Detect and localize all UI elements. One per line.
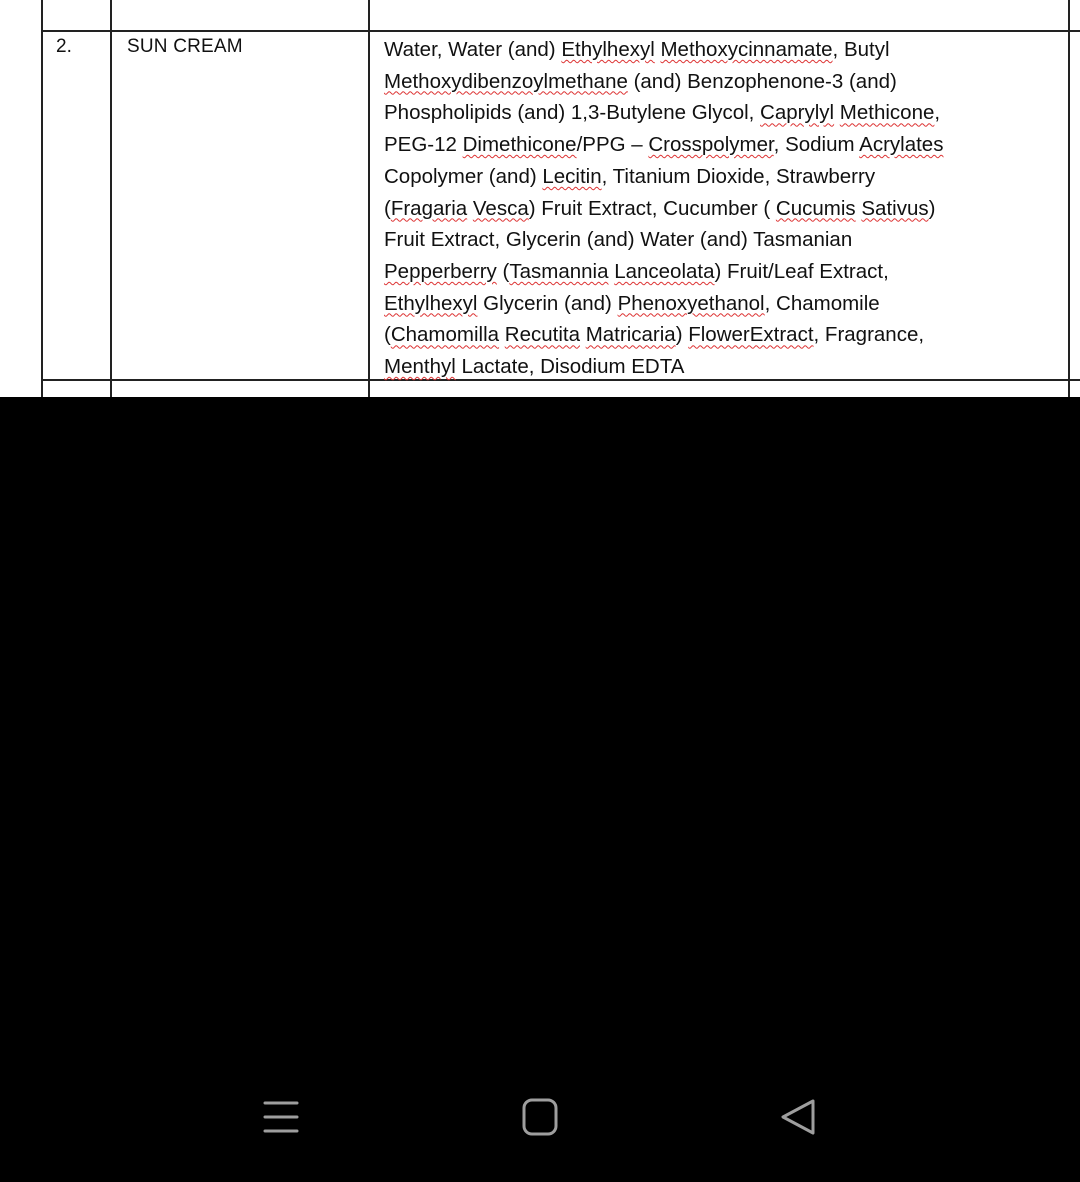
misspelled-word: Cucumis [775,196,856,220]
misspelled-word: FlowerExtract [688,323,814,347]
text-segment: ) [675,323,689,347]
ingredients-line [384,129,1054,161]
misspelled-word: Chamomilla [390,323,500,347]
text-segment: ) [928,196,936,220]
misspelled-word: Ethylhexyl [561,38,655,61]
ingredients-line [384,66,1054,98]
text-segment: (and) Benzophenone-3 (and) [627,69,897,93]
misspelled-word: Methoxydibenzoylmethane [384,69,628,93]
ingredients-list [384,34,1054,383]
text-segment: ( [496,259,510,283]
text-segment: Lactate, Disodium EDTA [455,355,685,379]
recent-apps-icon [261,1097,301,1137]
misspelled-word: Sativus [861,196,929,220]
ingredients-line [384,224,1054,256]
misspelled-word: Lanceolata [614,259,715,283]
text-segment: Phospholipids (and) 1,3-Butylene Glycol, [384,101,761,125]
text-segment: , Fragrance, [813,323,925,347]
home-icon [520,1097,560,1137]
text-segment: , Butyl [832,38,890,61]
misspelled-word: Recutita [504,323,580,347]
misspelled-word: Menthyl [384,355,456,379]
text-segment: /PPG – [576,133,649,157]
text-segment: PEG-12 [384,133,463,157]
ingredients-line [384,34,1054,66]
recent-apps-button[interactable] [256,1092,306,1142]
back-icon [777,1097,817,1137]
text-segment: Fruit Extract, Glycerin (and) Water (and) Tasmanian [384,228,853,252]
text-segment: ) Fruit Extract, Cucumber ( [528,196,776,220]
table-border-col2 [368,0,370,397]
text-segment: Glycerin (and) [477,291,618,315]
misspelled-word: Pepperberry [384,259,497,283]
misspelled-word: Lecitin [542,164,602,188]
text-segment: Water, Water (and) [384,38,562,61]
misspelled-word: Vesca [472,196,529,220]
home-button[interactable] [515,1092,565,1142]
ingredients-line [384,161,1054,193]
misspelled-word: Caprylyl [760,101,835,125]
text-segment: , Sodium [773,133,860,157]
misspelled-word: Tasmannia [509,259,609,283]
misspelled-word: Crosspolymer [648,133,774,157]
misspelled-word: Phenoxyethanol [617,291,765,315]
back-button[interactable] [772,1092,822,1142]
text-segment: ( [384,323,391,347]
text-segment: ) Fruit/Leaf Extract, [714,259,889,283]
misspelled-word: Fragaria [390,196,468,220]
text-segment: ( [384,196,391,220]
document-view[interactable] [0,0,1080,397]
text-segment: , Titanium Dioxide, Strawberry [601,164,876,188]
product-name: SUN CREAM [127,36,243,57]
misspelled-word: Acrylates [859,133,944,157]
ingredients-line [384,288,1054,320]
misspelled-word: Dimethicone [462,133,577,157]
ingredients-line [384,319,1054,351]
table-row-top-border [41,30,1080,32]
ingredients-line [384,351,1054,383]
ingredients-line [384,193,1054,225]
text-segment: , [934,101,941,125]
table-border-left [41,0,43,397]
misspelled-word: Methoxycinnamate [660,38,833,61]
row-number: 2. [56,36,72,57]
ingredients-line [384,97,1054,129]
table-border-col1 [110,0,112,397]
misspelled-word: Matricaria [585,323,676,347]
text-segment: , Chamomile [764,291,880,315]
misspelled-word: Methicone [839,101,935,125]
misspelled-word: Ethylhexyl [384,291,478,315]
ingredients-line [384,256,1054,288]
text-segment: Copolymer (and) [384,164,543,188]
table-border-right [1068,0,1070,397]
